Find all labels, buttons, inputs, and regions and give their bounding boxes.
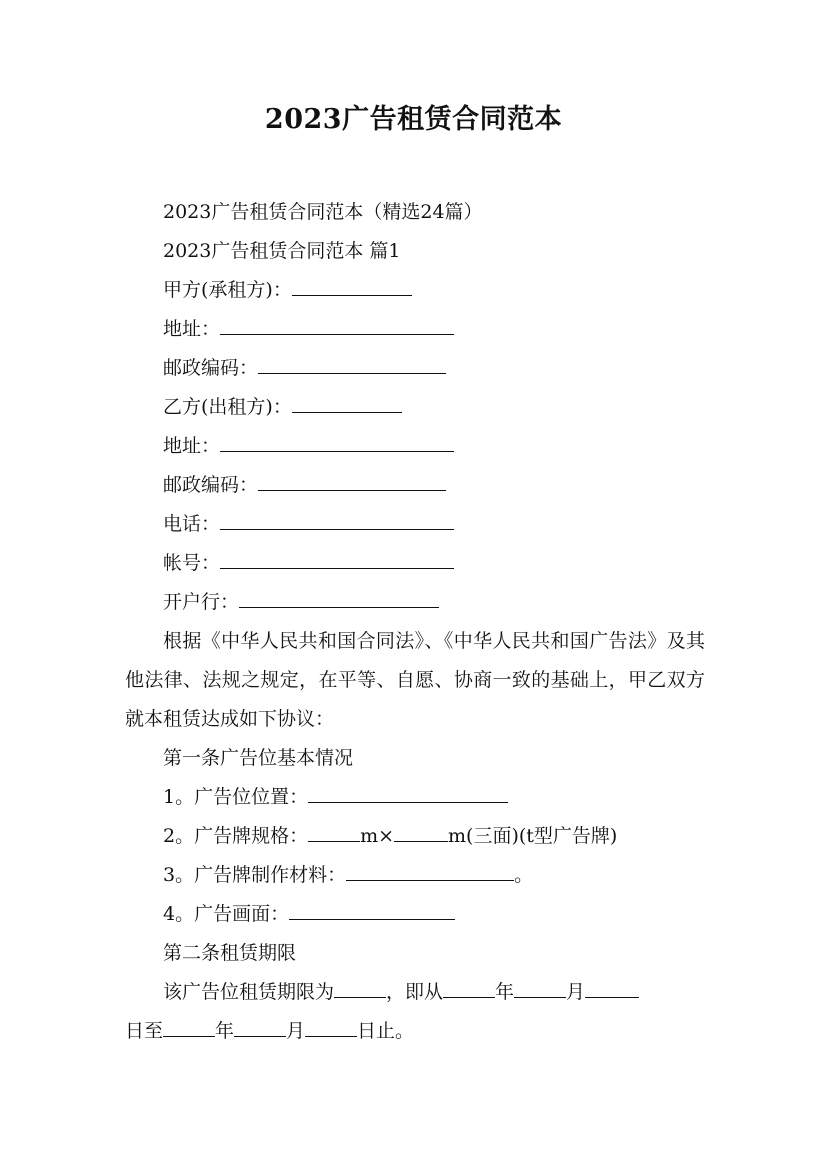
- article1-item1: [125, 778, 705, 817]
- field-address-2: [125, 427, 705, 466]
- blank-line: [292, 276, 412, 296]
- blank-line: [234, 1017, 286, 1037]
- section-title: 2023广告租赁合同范本 篇1: [163, 240, 401, 262]
- field-label: 地址：: [163, 318, 221, 340]
- subtitle: 2023广告租赁合同范本（精选24篇）: [163, 201, 483, 223]
- field-bank: [125, 583, 705, 622]
- field-label: 甲方(承租方)：: [163, 279, 292, 301]
- term-text: 年: [495, 981, 515, 1003]
- blank-line: [220, 432, 454, 452]
- field-label: 邮政编码：: [163, 357, 259, 379]
- article1-heading: 第一条广告位基本情况: [163, 747, 354, 769]
- field-postal-1: [125, 349, 705, 388]
- article1-item4: [125, 895, 705, 934]
- blank-line: [239, 588, 439, 608]
- article1-item2: [125, 817, 705, 856]
- item-label: 1。广告位位置：: [163, 786, 309, 808]
- item-text: m(三面)(t型广告牌): [448, 825, 618, 847]
- blank-line: [394, 822, 448, 842]
- blank-line: [220, 549, 454, 569]
- term-text: 该广告位租赁期限为: [163, 981, 335, 1003]
- field-label: 开户行：: [163, 591, 240, 613]
- blank-line: [346, 861, 514, 881]
- field-address-1: [125, 310, 705, 349]
- blank-line: [308, 783, 508, 803]
- blank-line: [334, 978, 386, 998]
- field-party-a: [125, 271, 705, 310]
- field-label: 电话：: [163, 513, 221, 535]
- article1-item3: [125, 856, 705, 895]
- blank-line: [258, 471, 446, 491]
- term-text: 月: [286, 1020, 306, 1042]
- blank-line: [220, 510, 454, 530]
- field-postal-2: [125, 466, 705, 505]
- blank-line: [220, 315, 454, 335]
- document-title: 2023广告租赁合同范本: [264, 104, 563, 135]
- term-text: 年: [215, 1020, 235, 1042]
- intro-paragraph: 根据《中华人民共和国合同法》、《中华人民共和国广告法》及其他法律、法规之规定，在平等、自愿、协商一致的基础上，甲乙双方就本租赁达成如下协议：: [125, 630, 705, 730]
- article2-heading: 第二条租赁期限: [163, 942, 297, 964]
- field-label: 地址：: [163, 435, 221, 457]
- item-text: 。: [514, 864, 534, 886]
- blank-line: [585, 978, 639, 998]
- article2-term-line2: [125, 1012, 705, 1051]
- field-label: 帐号：: [163, 552, 221, 574]
- field-account: [125, 544, 705, 583]
- field-phone: [125, 505, 705, 544]
- term-text: 日止。: [357, 1020, 415, 1042]
- item-label: 4。广告画面：: [163, 903, 290, 925]
- field-party-b: [125, 388, 705, 427]
- document-body: [125, 193, 705, 1051]
- term-text: ，即从: [386, 981, 444, 1003]
- field-label: 邮政编码：: [163, 474, 259, 496]
- item-text: m×: [360, 825, 395, 847]
- blank-line: [443, 978, 495, 998]
- article2-term-line1: [125, 973, 705, 1012]
- blank-line: [308, 822, 360, 842]
- blank-line: [292, 393, 402, 413]
- blank-line: [514, 978, 566, 998]
- term-text: 日至: [125, 1020, 164, 1042]
- field-label: 乙方(出租方)：: [163, 396, 292, 418]
- term-text: 月: [566, 981, 586, 1003]
- item-label: 3。广告牌制作材料：: [163, 864, 347, 886]
- blank-line: [163, 1017, 215, 1037]
- blank-line: [289, 900, 455, 920]
- blank-line: [305, 1017, 357, 1037]
- item-label: 2。广告牌规格：: [163, 825, 309, 847]
- blank-line: [258, 354, 446, 374]
